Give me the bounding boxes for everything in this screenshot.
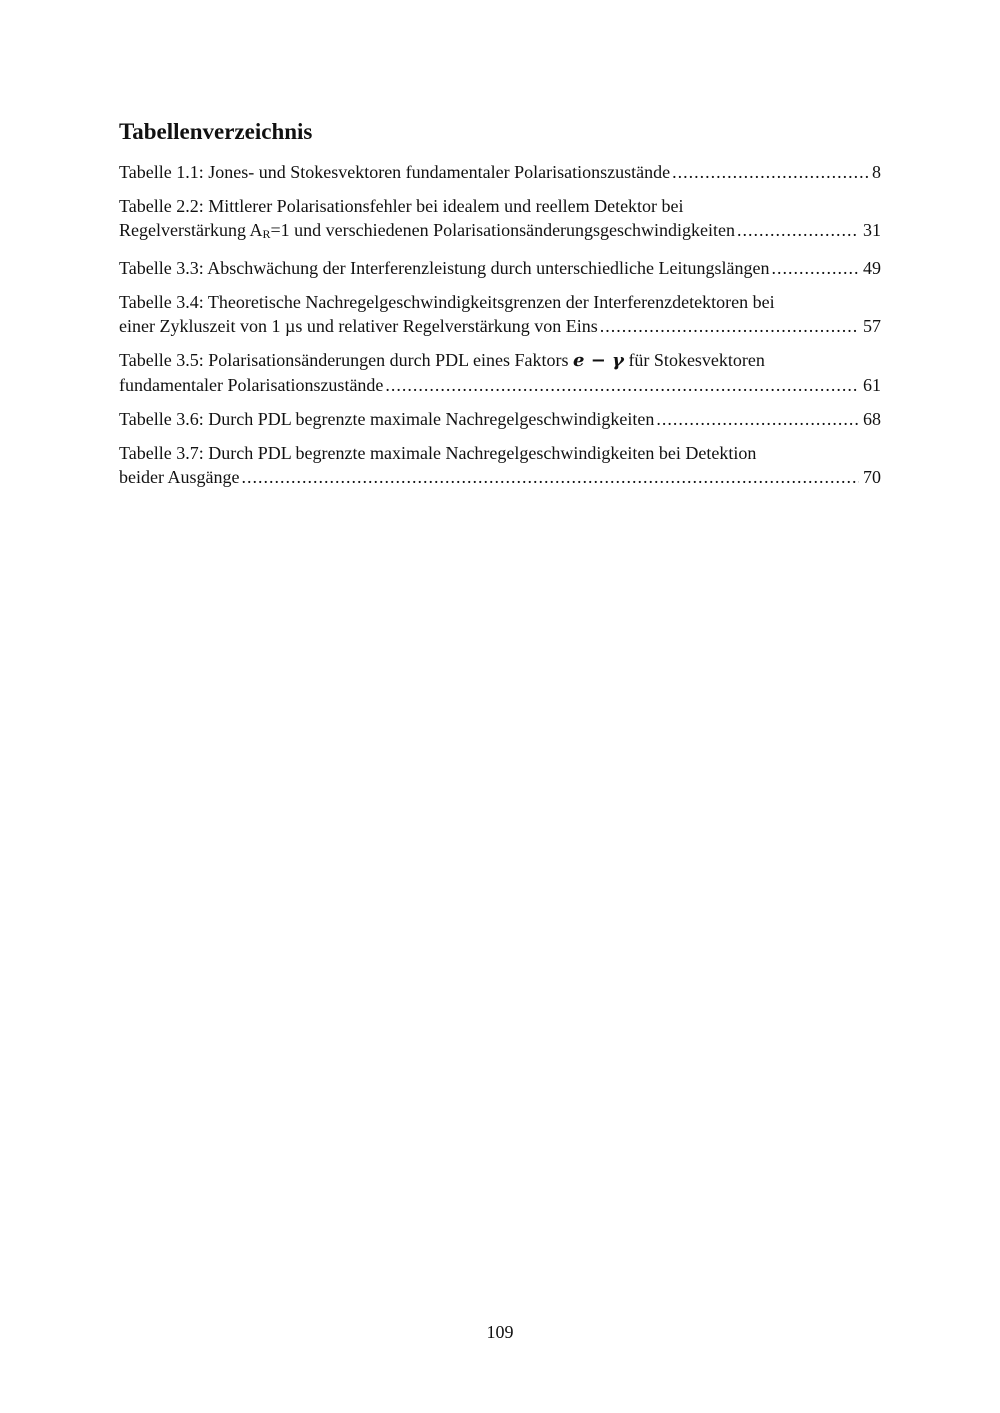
dot-leader: [672, 160, 868, 184]
toc-entry[interactable]: [119, 290, 881, 338]
toc-entry-title-continued: Regelverstärkung AR=1 und verschiedenen Polarisationsänderungsgeschwindigkeiten: [119, 220, 736, 241]
table-of-tables: [119, 160, 881, 499]
document-page: [119, 0, 881, 1413]
toc-entry[interactable]: [119, 160, 881, 184]
dot-leader: [656, 407, 859, 431]
page-number: 109: [486, 1322, 514, 1342]
dot-leader: [600, 314, 859, 338]
toc-entry-page: 57: [863, 316, 881, 336]
toc-entry-title: Tabelle 3.3: Abschwächung der Interferenzleistung durch unterschiedliche Leitungslängen: [119, 258, 770, 278]
toc-entry-page: 31: [863, 220, 881, 240]
toc-entry-title-line: Tabelle 3.7: Durch PDL begrenzte maximale Nachregelgeschwindigkeiten bei Detektion: [119, 443, 757, 463]
toc-entry-page: 70: [863, 467, 881, 487]
page-title: Tabellenverzeichnis: [119, 119, 313, 144]
dot-leader: [772, 256, 859, 280]
toc-entry-title-line: Tabelle 3.5: Polarisationsänderungen durch PDL eines Faktors e − γ für Stokesvektoren: [119, 350, 765, 371]
toc-entry-title-continued: beider Ausgänge: [119, 467, 240, 487]
toc-entry-title-continued: einer Zykluszeit von 1 µs und relativer Regelverstärkung von Eins: [119, 316, 598, 336]
dot-leader: [737, 218, 859, 242]
toc-entry[interactable]: [119, 441, 881, 489]
toc-entry[interactable]: [119, 348, 881, 397]
toc-entry-title: Tabelle 3.6: Durch PDL begrenzte maximale Nachregelgeschwindigkeiten: [119, 409, 655, 429]
toc-entry-page: 49: [863, 258, 881, 278]
toc-entry-page: 8: [872, 162, 881, 182]
dot-leader: [385, 373, 859, 397]
toc-entry-title-line: Tabelle 3.4: Theoretische Nachregelgeschwindigkeitsgrenzen der Interferenzdetektoren bei: [119, 292, 775, 312]
toc-entry[interactable]: [119, 407, 881, 431]
toc-entry-title-continued: fundamentaler Polarisationszustände: [119, 375, 384, 395]
toc-entry[interactable]: [119, 256, 881, 280]
toc-entry-page: 61: [863, 375, 881, 395]
toc-entry[interactable]: [119, 194, 881, 246]
math-expression: e − γ: [572, 350, 624, 371]
toc-entry-title: Tabelle 1.1: Jones- und Stokesvektoren fundamentaler Polarisationszustände: [119, 162, 671, 182]
toc-entry-title-line: Tabelle 2.2: Mittlerer Polarisationsfehler bei idealem und reellem Detektor bei: [119, 196, 684, 216]
dot-leader: [241, 465, 859, 489]
toc-entry-page: 68: [863, 409, 881, 429]
